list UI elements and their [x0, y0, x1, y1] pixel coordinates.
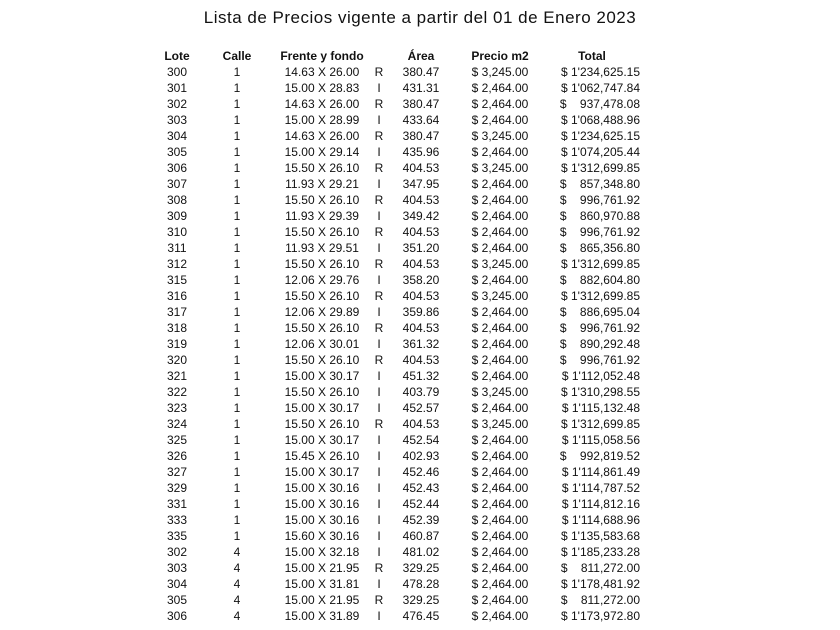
cell-calle: 1: [233, 193, 241, 207]
cell-area: 404.53: [402, 289, 440, 303]
cell-total: $ 1'114,688.96: [561, 513, 640, 527]
cell-side: I: [377, 449, 381, 463]
table-row: [152, 416, 646, 432]
cell-total: $ 996,761.92: [559, 225, 640, 239]
table-row: [152, 160, 646, 176]
cell-total: $ 1'135,583.68: [560, 529, 640, 543]
cell-side: R: [374, 161, 384, 175]
cell-calle: 4: [233, 593, 241, 607]
header-calle: Calle: [222, 48, 252, 63]
cell-frente-fondo: 15.00 X 21.95: [284, 593, 360, 607]
cell-frente-fondo: 15.50 X 26.10: [284, 161, 360, 175]
cell-side: R: [374, 129, 384, 143]
cell-precio-m2: $ 2,464.00: [471, 209, 529, 223]
cell-side: I: [377, 145, 381, 159]
cell-side: R: [374, 225, 384, 239]
cell-frente-fondo: 15.00 X 32.18: [284, 545, 360, 559]
cell-precio-m2: $ 2,464.00: [471, 545, 529, 559]
cell-area: 435.96: [402, 145, 440, 159]
cell-calle: 1: [233, 353, 241, 367]
cell-side: R: [374, 97, 384, 111]
cell-precio-m2: $ 2,464.00: [471, 81, 529, 95]
cell-precio-m2: $ 3,245.00: [471, 161, 529, 175]
cell-lote: 306: [166, 161, 188, 175]
cell-total: $ 1'234,625.15: [560, 65, 640, 79]
table-row: [152, 384, 646, 400]
cell-frente-fondo: 14.63 X 26.00: [284, 129, 360, 143]
cell-total: $ 1'312,699.85: [560, 161, 640, 175]
cell-precio-m2: $ 2,464.00: [471, 593, 529, 607]
cell-precio-m2: $ 2,464.00: [471, 369, 529, 383]
cell-frente-fondo: 11.93 X 29.21: [285, 177, 359, 191]
cell-total: $ 1'312,699.85: [560, 289, 640, 303]
cell-calle: 1: [233, 417, 241, 431]
cell-area: 380.47: [402, 129, 440, 143]
cell-calle: 1: [233, 481, 241, 495]
cell-area: 358.20: [402, 273, 440, 287]
cell-total: $ 1'312,699.85: [560, 417, 640, 431]
cell-area: 452.39: [402, 513, 440, 527]
cell-total: $ 857,348.80: [559, 177, 640, 191]
cell-calle: 1: [233, 177, 241, 191]
cell-calle: 1: [233, 65, 241, 79]
cell-lote: 316: [166, 289, 188, 303]
cell-frente-fondo: 15.50 X 26.10: [284, 289, 360, 303]
cell-frente-fondo: 14.63 X 26.00: [284, 65, 360, 79]
cell-frente-fondo: 15.00 X 30.17: [284, 401, 360, 415]
cell-total: $ 1'114,812.16: [561, 497, 640, 511]
cell-calle: 1: [233, 385, 241, 399]
cell-calle: 1: [233, 401, 241, 415]
cell-frente-fondo: 15.00 X 30.16: [284, 497, 360, 511]
cell-total: $ 1'115,132.48: [561, 401, 640, 415]
cell-calle: 4: [233, 577, 241, 591]
table-row: [152, 96, 646, 112]
cell-calle: 1: [233, 465, 241, 479]
cell-precio-m2: $ 2,464.00: [471, 481, 529, 495]
cell-side: I: [377, 177, 381, 191]
cell-total: $ 1'062,747.84: [560, 81, 640, 95]
cell-side: I: [377, 81, 381, 95]
cell-area: 476.45: [402, 609, 440, 623]
cell-side: I: [377, 369, 381, 383]
cell-total: $ 1'310,298.55: [560, 385, 640, 399]
cell-lote: 333: [166, 513, 188, 527]
cell-precio-m2: $ 2,464.00: [471, 273, 529, 287]
cell-frente-fondo: 12.06 X 30.01: [284, 337, 360, 351]
cell-area: 359.86: [402, 305, 440, 319]
cell-frente-fondo: 12.06 X 29.89: [284, 305, 360, 319]
cell-precio-m2: $ 2,464.00: [471, 465, 529, 479]
cell-lote: 302: [166, 545, 188, 559]
cell-precio-m2: $ 2,464.00: [471, 353, 529, 367]
cell-area: 404.53: [402, 353, 440, 367]
table-row: [152, 368, 646, 384]
cell-calle: 1: [233, 81, 241, 95]
cell-lote: 335: [166, 529, 188, 543]
cell-frente-fondo: 15.00 X 31.89: [284, 609, 360, 623]
table-row: [152, 112, 646, 128]
cell-lote: 310: [166, 225, 188, 239]
cell-total: $ 1'312,699.85: [560, 257, 640, 271]
cell-lote: 309: [166, 209, 188, 223]
cell-calle: 1: [233, 273, 241, 287]
cell-side: R: [374, 257, 384, 271]
cell-side: R: [374, 561, 384, 575]
cell-frente-fondo: 15.50 X 26.10: [284, 193, 360, 207]
cell-precio-m2: $ 2,464.00: [471, 305, 529, 319]
cell-calle: 1: [233, 129, 241, 143]
cell-side: I: [377, 305, 381, 319]
cell-precio-m2: $ 2,464.00: [471, 193, 529, 207]
cell-precio-m2: $ 2,464.00: [471, 241, 529, 255]
cell-area: 460.87: [402, 529, 440, 543]
cell-lote: 331: [166, 497, 188, 511]
cell-lote: 303: [166, 561, 188, 575]
cell-precio-m2: $ 3,245.00: [471, 65, 529, 79]
cell-total: $ 1'178,481.92: [560, 577, 640, 591]
cell-side: I: [377, 209, 381, 223]
table-row: [152, 464, 646, 480]
cell-total: $ 886,695.04: [559, 305, 640, 319]
cell-frente-fondo: 15.00 X 30.17: [284, 369, 360, 383]
cell-total: $ 1'185,233.28: [560, 545, 640, 559]
table-row: [152, 288, 646, 304]
cell-frente-fondo: 15.50 X 26.10: [284, 321, 360, 335]
table-row: [152, 336, 646, 352]
cell-calle: 1: [233, 497, 241, 511]
cell-side: I: [377, 577, 381, 591]
cell-precio-m2: $ 3,245.00: [471, 289, 529, 303]
cell-calle: 1: [233, 225, 241, 239]
cell-area: 433.64: [402, 113, 440, 127]
cell-frente-fondo: 15.50 X 26.10: [284, 417, 360, 431]
header-row: [152, 47, 646, 64]
table-row: [152, 224, 646, 240]
cell-frente-fondo: 15.00 X 30.16: [284, 513, 360, 527]
cell-frente-fondo: 15.50 X 26.10: [284, 353, 360, 367]
cell-frente-fondo: 15.50 X 26.10: [284, 385, 360, 399]
cell-calle: 1: [233, 529, 241, 543]
cell-frente-fondo: 15.45 X 26.10: [284, 449, 360, 463]
cell-frente-fondo: 11.93 X 29.39: [285, 209, 359, 223]
cell-lote: 306: [166, 609, 188, 623]
cell-precio-m2: $ 3,245.00: [471, 385, 529, 399]
cell-area: 452.46: [402, 465, 440, 479]
cell-calle: 1: [233, 209, 241, 223]
cell-precio-m2: $ 2,464.00: [471, 401, 529, 415]
cell-area: 347.95: [402, 177, 440, 191]
cell-area: 361.32: [402, 337, 440, 351]
price-table: [152, 47, 646, 624]
cell-calle: 4: [233, 561, 241, 575]
cell-precio-m2: $ 2,464.00: [471, 513, 529, 527]
cell-calle: 4: [233, 545, 241, 559]
cell-side: I: [377, 609, 381, 623]
cell-area: 403.79: [402, 385, 440, 399]
cell-total: $ 890,292.48: [559, 337, 640, 351]
cell-side: I: [377, 401, 381, 415]
cell-total: $ 1'114,787.52: [561, 481, 640, 495]
cell-area: 380.47: [402, 65, 440, 79]
cell-area: 404.53: [402, 321, 440, 335]
cell-precio-m2: $ 2,464.00: [471, 225, 529, 239]
cell-total: $ 811,272.00: [560, 561, 640, 575]
cell-area: 402.93: [402, 449, 440, 463]
cell-area: 451.32: [402, 369, 440, 383]
table-row: [152, 400, 646, 416]
cell-side: I: [377, 337, 381, 351]
cell-side: I: [377, 241, 381, 255]
cell-calle: 1: [233, 161, 241, 175]
cell-calle: 1: [233, 433, 241, 447]
table-row: [152, 608, 646, 624]
cell-side: I: [377, 433, 381, 447]
cell-frente-fondo: 11.93 X 29.51: [285, 241, 359, 255]
cell-total: $ 1'234,625.15: [560, 129, 640, 143]
cell-total: $ 1'114,861.49: [561, 465, 640, 479]
cell-frente-fondo: 15.00 X 30.17: [284, 465, 360, 479]
cell-area: 349.42: [402, 209, 440, 223]
cell-lote: 325: [166, 433, 188, 447]
cell-total: $ 865,356.80: [559, 241, 640, 255]
cell-frente-fondo: 15.00 X 30.17: [284, 433, 360, 447]
cell-total: $ 882,604.80: [559, 273, 640, 287]
cell-area: 481.02: [402, 545, 440, 559]
table-row: [152, 64, 646, 80]
cell-lote: 323: [166, 401, 188, 415]
header-total: Total: [578, 48, 606, 63]
cell-total: $ 1'115,058.56: [561, 433, 640, 447]
cell-calle: 1: [233, 257, 241, 271]
cell-area: 329.25: [402, 593, 440, 607]
cell-precio-m2: $ 2,464.00: [471, 449, 529, 463]
cell-lote: 319: [166, 337, 188, 351]
cell-calle: 1: [233, 145, 241, 159]
cell-frente-fondo: 15.60 X 30.16: [284, 529, 360, 543]
cell-precio-m2: $ 2,464.00: [471, 577, 529, 591]
cell-side: R: [374, 193, 384, 207]
table-row: [152, 176, 646, 192]
cell-precio-m2: $ 2,464.00: [471, 497, 529, 511]
table-row: [152, 592, 646, 608]
cell-area: 452.54: [402, 433, 440, 447]
cell-area: 380.47: [402, 97, 440, 111]
cell-total: $ 1'112,052.48: [561, 369, 640, 383]
table-row: [152, 480, 646, 496]
cell-side: I: [377, 465, 381, 479]
table-row: [152, 208, 646, 224]
cell-calle: 1: [233, 449, 241, 463]
cell-lote: 304: [166, 577, 188, 591]
cell-precio-m2: $ 3,245.00: [471, 129, 529, 143]
cell-lote: 317: [166, 305, 188, 319]
table-row: [152, 432, 646, 448]
header-lote: Lote: [164, 48, 190, 63]
cell-frente-fondo: 15.00 X 21.95: [284, 561, 360, 575]
cell-side: R: [374, 321, 384, 335]
table-row: [152, 144, 646, 160]
table-row: [152, 448, 646, 464]
cell-lote: 304: [166, 129, 188, 143]
cell-area: 404.53: [402, 257, 440, 271]
cell-side: I: [377, 545, 381, 559]
table-row: [152, 272, 646, 288]
cell-lote: 305: [166, 145, 188, 159]
cell-frente-fondo: 12.06 X 29.76: [284, 273, 360, 287]
cell-area: 329.25: [402, 561, 440, 575]
cell-area: 452.43: [402, 481, 440, 495]
cell-calle: 1: [233, 369, 241, 383]
cell-side: I: [377, 497, 381, 511]
cell-calle: 1: [233, 97, 241, 111]
cell-frente-fondo: 14.63 X 26.00: [284, 97, 360, 111]
table-row: [152, 544, 646, 560]
cell-side: I: [377, 113, 381, 127]
cell-lote: 326: [166, 449, 188, 463]
cell-lote: 308: [166, 193, 188, 207]
table-row: [152, 528, 646, 544]
table-header: [152, 47, 646, 64]
cell-precio-m2: $ 2,464.00: [471, 321, 529, 335]
page-title: Lista de Precios vigente a partir del 01 de Enero 2023: [203, 8, 637, 27]
table-body: [152, 64, 646, 624]
cell-total: $ 1'074,205.44: [560, 145, 640, 159]
table-row: [152, 576, 646, 592]
cell-frente-fondo: 15.50 X 26.10: [284, 225, 360, 239]
cell-lote: 324: [166, 417, 188, 431]
cell-frente-fondo: 15.00 X 31.81: [284, 577, 360, 591]
cell-total: $ 937,478.08: [559, 97, 640, 111]
cell-lote: 318: [166, 321, 188, 335]
cell-lote: 300: [166, 65, 188, 79]
cell-total: $ 996,761.92: [559, 193, 640, 207]
cell-precio-m2: $ 2,464.00: [471, 97, 529, 111]
cell-area: 431.31: [402, 81, 440, 95]
cell-lote: 315: [166, 273, 188, 287]
table-row: [152, 512, 646, 528]
cell-frente-fondo: 15.00 X 29.14: [284, 145, 360, 159]
cell-area: 452.57: [402, 401, 440, 415]
header-precio-m2: Precio m2: [471, 48, 529, 63]
cell-area: 404.53: [402, 417, 440, 431]
table-row: [152, 320, 646, 336]
cell-precio-m2: $ 2,464.00: [471, 337, 529, 351]
cell-frente-fondo: 15.00 X 28.83: [284, 81, 360, 95]
cell-calle: 1: [233, 321, 241, 335]
cell-side: I: [377, 273, 381, 287]
cell-side: R: [374, 289, 384, 303]
cell-precio-m2: $ 2,464.00: [471, 113, 529, 127]
table-row: [152, 192, 646, 208]
cell-side: I: [377, 385, 381, 399]
cell-precio-m2: $ 2,464.00: [471, 529, 529, 543]
table-row: [152, 128, 646, 144]
cell-lote: 312: [166, 257, 188, 271]
cell-precio-m2: $ 2,464.00: [471, 561, 529, 575]
header-side-spacer: [372, 47, 386, 64]
cell-precio-m2: $ 3,245.00: [471, 417, 529, 431]
cell-side: I: [377, 481, 381, 495]
table-row: [152, 256, 646, 272]
cell-precio-m2: $ 2,464.00: [471, 177, 529, 191]
cell-calle: 1: [233, 337, 241, 351]
cell-lote: 305: [166, 593, 188, 607]
cell-lote: 311: [167, 241, 187, 255]
cell-side: I: [377, 513, 381, 527]
cell-calle: 4: [233, 609, 241, 623]
cell-total: $ 996,761.92: [559, 321, 640, 335]
cell-total: $ 992,819.52: [559, 449, 640, 463]
cell-lote: 301: [166, 81, 188, 95]
table-row: [152, 352, 646, 368]
header-frente-fondo: Frente y fondo: [280, 48, 364, 63]
cell-side: R: [374, 65, 384, 79]
cell-frente-fondo: 15.00 X 30.16: [284, 481, 360, 495]
cell-lote: 302: [166, 97, 188, 111]
cell-lote: 307: [166, 177, 188, 191]
cell-lote: 321: [166, 369, 188, 383]
cell-total: $ 996,761.92: [559, 353, 640, 367]
cell-area: 351.20: [402, 241, 440, 255]
table-row: [152, 560, 646, 576]
cell-lote: 322: [166, 385, 188, 399]
table-row: [152, 80, 646, 96]
cell-total: $ 1'068,488.96: [560, 113, 640, 127]
cell-precio-m2: $ 2,464.00: [471, 145, 529, 159]
cell-area: 478.28: [402, 577, 440, 591]
cell-side: R: [374, 417, 384, 431]
cell-side: R: [374, 593, 384, 607]
cell-total: $ 1'173,972.80: [560, 609, 640, 623]
cell-precio-m2: $ 3,245.00: [471, 257, 529, 271]
cell-area: 404.53: [402, 193, 440, 207]
table-row: [152, 240, 646, 256]
table-row: [152, 304, 646, 320]
cell-area: 452.44: [402, 497, 440, 511]
cell-calle: 1: [233, 113, 241, 127]
cell-area: 404.53: [402, 225, 440, 239]
cell-frente-fondo: 15.50 X 26.10: [284, 257, 360, 271]
cell-calle: 1: [233, 241, 241, 255]
cell-calle: 1: [233, 513, 241, 527]
cell-precio-m2: $ 2,464.00: [471, 609, 529, 623]
cell-precio-m2: $ 2,464.00: [471, 433, 529, 447]
header-area: Área: [407, 48, 435, 63]
cell-lote: 327: [166, 465, 188, 479]
cell-frente-fondo: 15.00 X 28.99: [284, 113, 360, 127]
cell-side: R: [374, 353, 384, 367]
cell-side: I: [377, 529, 381, 543]
table-row: [152, 496, 646, 512]
cell-lote: 329: [166, 481, 188, 495]
cell-lote: 303: [166, 113, 188, 127]
cell-area: 404.53: [402, 161, 440, 175]
cell-calle: 1: [233, 305, 241, 319]
cell-calle: 1: [233, 289, 241, 303]
cell-total: $ 860,970.88: [559, 209, 640, 223]
cell-lote: 320: [166, 353, 188, 367]
cell-total: $ 811,272.00: [560, 593, 640, 607]
